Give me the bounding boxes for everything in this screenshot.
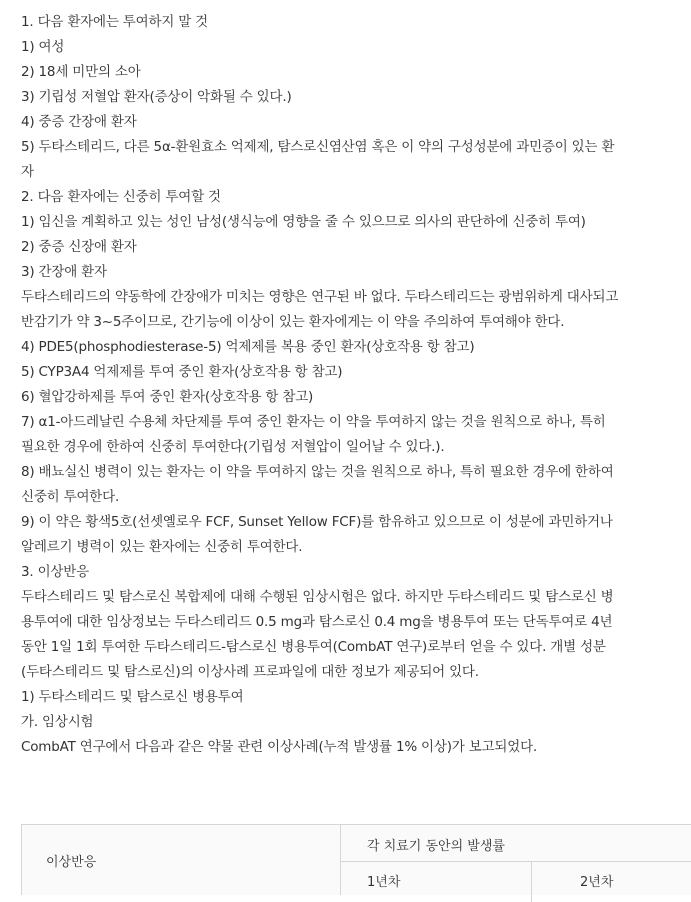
list-item: 1) 임신을 계획하고 있는 성인 남성(생식능에 영향을 줄 수 있으므로 의사의 판단하에 신중히 투여) [21, 214, 586, 230]
subsection-heading: 가. 임상시험 [21, 714, 94, 730]
table-header-cell [532, 862, 691, 902]
list-item: 2) 중증 신장애 환자 [21, 239, 137, 255]
section-heading-adverse-reactions: 3. 이상반응 [21, 564, 89, 580]
table-header-cell [22, 825, 341, 895]
paragraph-line: 동안 1일 1회 투여한 두타스테리드-탐스로신 병용투여(CombAT 연구)로부터 얻을 수 있다. 개별 성분 [21, 639, 606, 655]
table-header-cell [341, 862, 532, 902]
list-item: 3) 기립성 저혈압 환자(증상이 악화될 수 있다.) [21, 89, 292, 105]
section-heading-contraindications: 1. 다음 환자에는 투여하지 말 것 [21, 14, 209, 30]
paragraph-line: (두타스테리드 및 탐스로신)의 이상사례 프로파일에 대한 정보가 제공되어 있다. [21, 664, 479, 680]
list-item-continued: 신중히 투여한다. [21, 489, 120, 505]
table-header-cell [341, 825, 691, 862]
list-item-continued: 알레르기 병력이 있는 환자에는 신중히 투여한다. [21, 539, 303, 555]
list-item: 5) CYP3A4 억제제를 투여 중인 환자(상호작용 항 참고) [21, 364, 343, 380]
list-item: 9) 이 약은 황색5호(선셋옐로우 FCF, Sunset Yellow FCF)를 함유하고 있으므로 이 성분에 과민하거나 [21, 514, 613, 530]
list-item: 3) 간장애 환자 [21, 264, 107, 280]
section-heading-caution: 2. 다음 환자에는 신중히 투여할 것 [21, 189, 221, 205]
table-header-incidence-period: 각 치료기 동안의 발생률 [367, 839, 505, 854]
paragraph-line: 두타스테리드 및 탐스로신 복합제에 대해 수행된 임상시험은 없다. 하지만 두타스테리드 및 탐스로신 병 [21, 589, 614, 605]
list-item: 7) α1-아드레날린 수용체 차단제를 투여 중인 환자는 이 약을 투여하지 않는 것을 원칙으로 하나, 특히 [21, 414, 606, 430]
paragraph-line: 반감기가 약 3~5주이므로, 간기능에 이상이 있는 환자에게는 이 약을 주의하여 투여해야 한다. [21, 314, 565, 330]
list-item: 4) 중증 간장애 환자 [21, 114, 137, 130]
paragraph-line: 용투여에 대한 임상정보는 두타스테리드 0.5 mg과 탐스로신 0.4 mg을 병용투여 또는 단독투여로 4년 [21, 614, 613, 630]
table-header-year1: 1년차 [367, 875, 401, 890]
list-item: 8) 배뇨실신 병력이 있는 환자는 이 약을 투여하지 않는 것을 원칙으로 하나, 특히 필요한 경우에 한하여 [21, 464, 614, 480]
paragraph-line: CombAT 연구에서 다음과 같은 약물 관련 이상사례(누적 발생률 1% 이상)가 보고되었다. [21, 739, 538, 755]
table-header-adverse-reaction: 이상반응 [46, 855, 97, 870]
list-item-continued: 필요한 경우에 한하여 신중히 투여한다(기립성 저혈압이 일어날 수 있다.). [21, 439, 445, 455]
subsection-heading: 1) 두타스테리드 및 탐스로신 병용투여 [21, 689, 244, 705]
list-item: 6) 혈압강하제를 투여 중인 환자(상호작용 항 참고) [21, 389, 314, 405]
document-body [21, 10, 691, 760]
list-item-continued: 자 [21, 164, 34, 180]
list-item: 1) 여성 [21, 39, 65, 55]
list-item: 5) 두타스테리드, 다른 5α-환원효소 억제제, 탐스로신염산염 혹은 이 약의 구성성분에 과민증이 있는 환 [21, 139, 615, 155]
table-header-year2: 2년차 [580, 875, 614, 890]
list-item: 2) 18세 미만의 소아 [21, 64, 141, 80]
list-item: 4) PDE5(phosphodiesterase-5) 억제제를 복용 중인 환자(상호작용 항 참고) [21, 339, 475, 355]
paragraph-line: 두타스테리드의 약동학에 간장애가 미치는 영향은 연구된 바 없다. 두타스테리드는 광범위하게 대사되고 [21, 289, 619, 305]
adverse-reaction-table [21, 824, 691, 895]
